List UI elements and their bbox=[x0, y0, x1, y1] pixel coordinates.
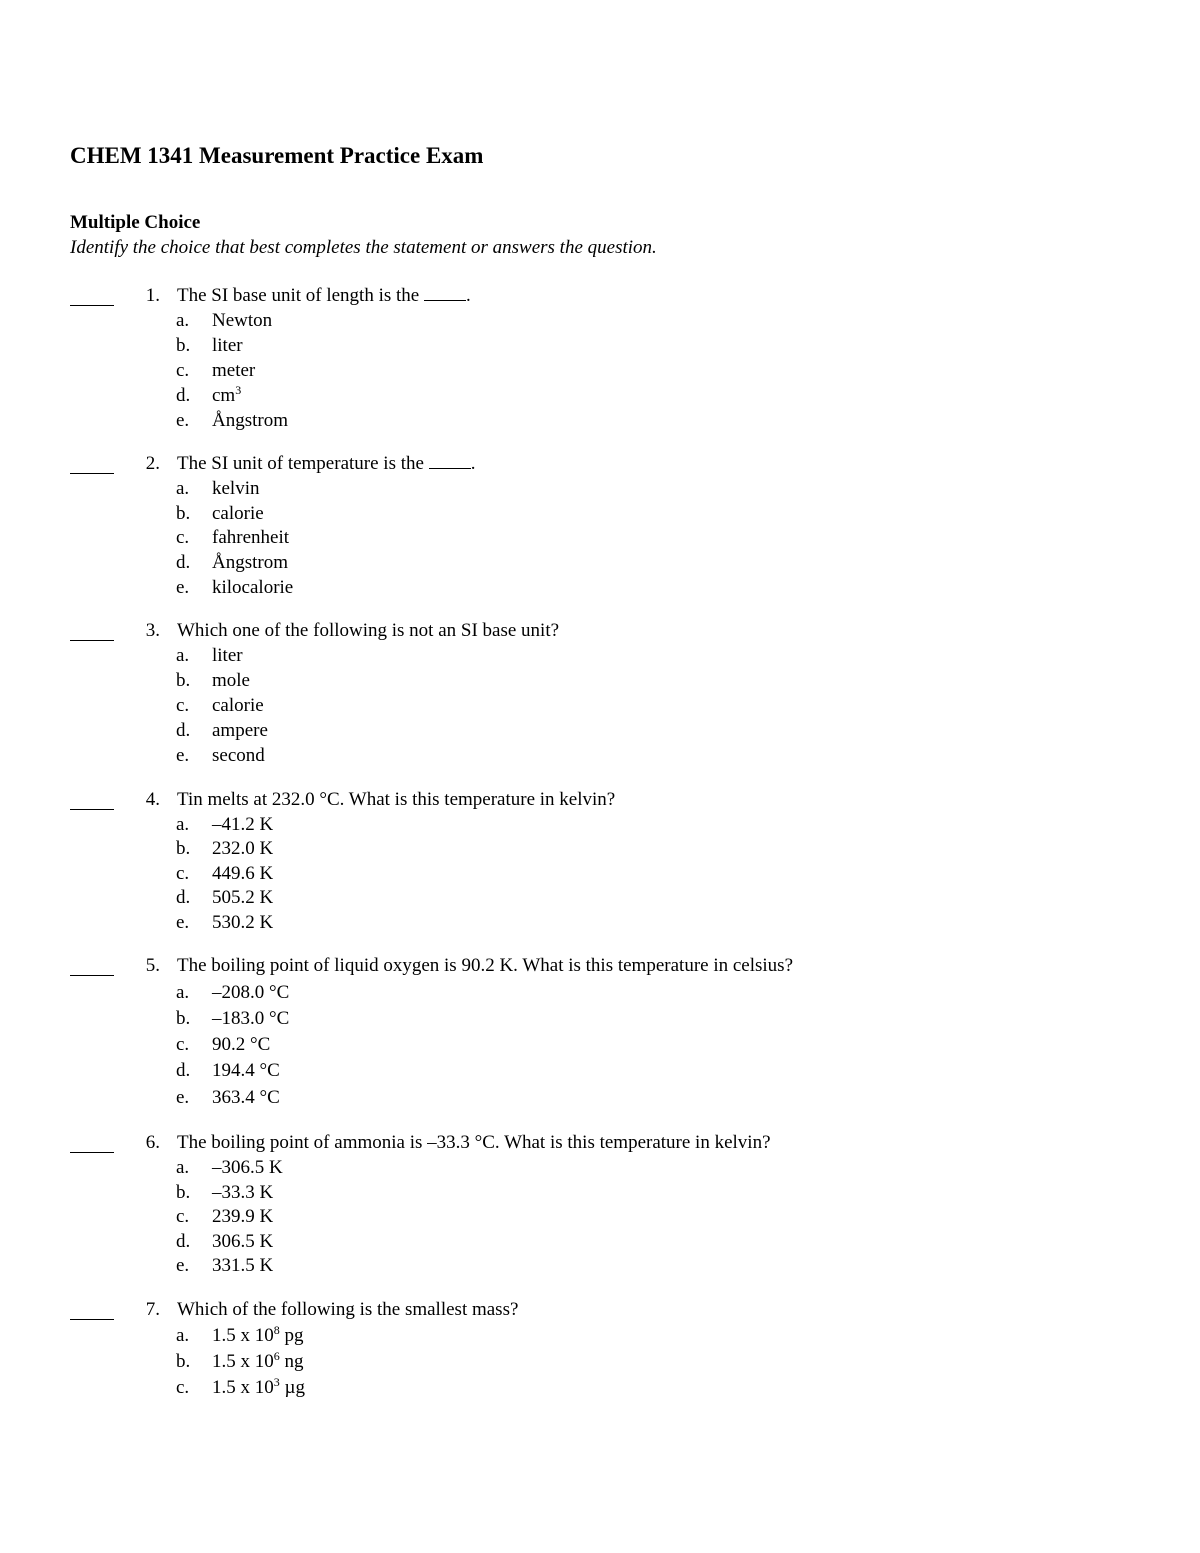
stem-blank bbox=[424, 286, 466, 301]
section-heading: Multiple Choice bbox=[70, 212, 201, 233]
question-text: The SI unit of temperature is the . bbox=[177, 453, 476, 474]
exam-title: CHEM 1341 Measurement Practice Exam bbox=[70, 143, 484, 168]
choice-e: e. 530.2 K bbox=[176, 912, 274, 933]
choice-a: a. –41.2 K bbox=[176, 814, 274, 835]
choice-b: b. calorie bbox=[176, 503, 264, 524]
answer-blank[interactable] bbox=[70, 1152, 114, 1153]
choice-e: e. kilocalorie bbox=[176, 577, 294, 598]
question-number: 1. bbox=[145, 285, 160, 306]
question-text: The boiling point of liquid oxygen is 90.2 K. What is this temperature in celsius? bbox=[177, 955, 793, 976]
choice-e: e. second bbox=[176, 745, 265, 766]
choice-e: e. 363.4 °C bbox=[176, 1087, 280, 1108]
choice-c: c. 449.6 K bbox=[176, 863, 274, 884]
choice-a: a. –208.0 °C bbox=[176, 982, 290, 1003]
choice-b: b. liter bbox=[176, 335, 243, 356]
choice-b: b. mole bbox=[176, 670, 250, 691]
choice-a: a. kelvin bbox=[176, 478, 260, 499]
choice-b: b. –183.0 °C bbox=[176, 1008, 290, 1029]
answer-blank[interactable] bbox=[70, 975, 114, 976]
answer-blank[interactable] bbox=[70, 305, 114, 306]
question-text: Which of the following is the smallest mass? bbox=[177, 1299, 519, 1320]
question-number: 2. bbox=[145, 453, 160, 474]
choice-d: d. 306.5 K bbox=[176, 1231, 274, 1252]
stem-blank bbox=[429, 454, 471, 469]
choice-a: a. 1.5 x $10^8$ pg bbox=[176, 1323, 304, 1346]
choice-d: d. Ångstrom bbox=[176, 552, 288, 573]
choice-c: c. calorie bbox=[176, 695, 264, 716]
question-text: Tin melts at 232.0 °C. What is this temperature in kelvin? bbox=[177, 789, 616, 810]
choice-c: c. 239.9 K bbox=[176, 1206, 274, 1227]
question-number: 5. bbox=[145, 955, 160, 976]
choice-a: a. liter bbox=[176, 645, 243, 666]
question-number: 3. bbox=[145, 620, 160, 641]
choice-c: c. meter bbox=[176, 360, 256, 381]
answer-blank[interactable] bbox=[70, 1319, 114, 1320]
choice-b: b. 1.5 x $10^6$ ng bbox=[176, 1349, 304, 1372]
choice-b: b. 232.0 K bbox=[176, 838, 274, 859]
choice-c: c. fahrenheit bbox=[176, 527, 290, 548]
choice-a: a. Newton bbox=[176, 310, 273, 331]
choice-d: d. ampere bbox=[176, 720, 268, 741]
choice-d: d. 194.4 °C bbox=[176, 1060, 280, 1081]
instructions: Identify the choice that best completes the statement or answers the question. bbox=[70, 237, 657, 258]
choice-d: d. $cm^3$ bbox=[176, 383, 242, 406]
question-text: The SI base unit of length is the . bbox=[177, 285, 471, 306]
choice-c: c. 90.2 °C bbox=[176, 1034, 271, 1055]
answer-blank[interactable] bbox=[70, 640, 114, 641]
choice-b: b. –33.3 K bbox=[176, 1182, 274, 1203]
question-number: 7. bbox=[145, 1299, 160, 1320]
question-number: 4. bbox=[145, 789, 160, 810]
question-number: 6. bbox=[145, 1132, 160, 1153]
choice-e: e. 331.5 K bbox=[176, 1255, 274, 1276]
choice-e: e. Ångstrom bbox=[176, 410, 288, 431]
answer-blank[interactable] bbox=[70, 809, 114, 810]
question-text: Which one of the following is not an SI base unit? bbox=[177, 620, 560, 641]
question-text: The boiling point of ammonia is –33.3 °C. What is this temperature in kelvin? bbox=[177, 1132, 771, 1153]
choice-d: d. 505.2 K bbox=[176, 887, 274, 908]
choice-c: c. 1.5 x $10^3$ µg bbox=[176, 1375, 305, 1398]
answer-blank[interactable] bbox=[70, 473, 114, 474]
choice-a: a. –306.5 K bbox=[176, 1157, 283, 1178]
